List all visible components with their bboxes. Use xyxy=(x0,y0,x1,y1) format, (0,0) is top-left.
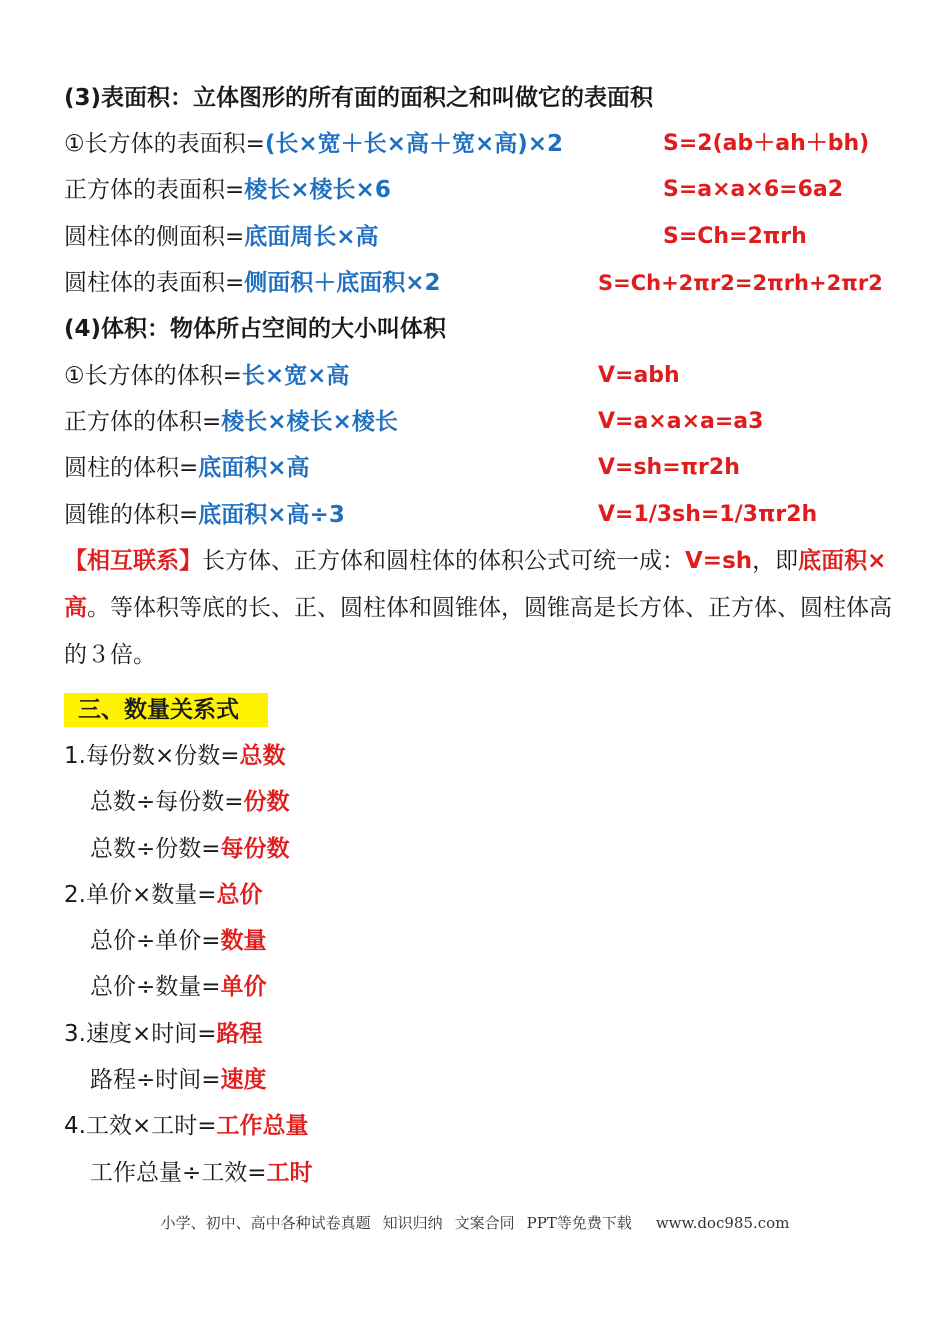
relation-item-10-right: 工时 xyxy=(266,1160,313,1186)
surface-row-4-rule: 侧面积＋底面积×2 xyxy=(244,270,441,296)
relation-tag: 【相互联系】 xyxy=(64,548,202,574)
relation-item-5-left: 总价÷单价= xyxy=(90,928,221,954)
surface-row-3-label: 圆柱体的侧面积= xyxy=(64,224,245,250)
surface-area-heading: (3)表面积：立体图形的所有面的面积之和叫做它的表面积 xyxy=(64,85,654,111)
surface-row-1-label: ①长方体的表面积= xyxy=(64,131,265,157)
surface-row-1-rule: (长×宽＋长×高＋宽×高)×2 xyxy=(264,131,564,157)
footer-text-1: 小学、初中、高中各种试卷真题 xyxy=(160,1214,371,1232)
relation-item-7 xyxy=(64,1019,263,1049)
relation-item-9 xyxy=(64,1111,309,1141)
relation-item-2 xyxy=(90,787,290,817)
relation-item-6-left: 总价÷数量= xyxy=(90,974,221,1000)
relation-text-3: 。等体积等底的长、正、圆柱体和圆锥体，圆锥高是长方体、正方体、圆柱体高的３倍。 xyxy=(64,595,892,668)
relation-item-4 xyxy=(64,880,263,910)
relation-item-5-right: 数量 xyxy=(220,928,267,954)
surface-row-2-rule: 棱长×棱长×6 xyxy=(244,177,391,203)
surface-row-4-label: 圆柱体的表面积= xyxy=(64,270,245,296)
volume-row-4-formula: V=1/3sh=1/3πr2h xyxy=(598,502,818,527)
footer-text-2: 知识归纳 xyxy=(382,1214,443,1232)
volume-row-2-rule: 棱长×棱长×棱长 xyxy=(221,409,398,435)
relation-item-6-right: 单价 xyxy=(220,974,267,1000)
surface-row-2 xyxy=(64,175,391,205)
relation-item-3-right: 每份数 xyxy=(220,836,290,862)
volume-row-3-rule: 底面积×高 xyxy=(198,455,310,481)
relation-item-2-right: 份数 xyxy=(243,789,290,815)
surface-row-3-rule: 底面周长×高 xyxy=(244,224,379,250)
surface-row-4-formula: S=Ch+2πr2=2πrh+2πr2 xyxy=(598,271,883,295)
surface-row-1-formula: S=2(ab＋ah＋bh) xyxy=(663,131,870,156)
volume-row-2-formula: V=a×a×a=a3 xyxy=(598,409,764,434)
relation-item-1-left: 1.每份数×份数= xyxy=(64,743,240,769)
volume-row-1-rule: 长×宽×高 xyxy=(241,363,350,389)
volume-row-2-label: 正方体的体积= xyxy=(64,409,222,435)
section-3-title: 三、数量关系式 xyxy=(64,693,268,727)
surface-row-3-formula: S=Ch=2πrh xyxy=(663,224,807,249)
volume-row-1-formula: V=abh xyxy=(598,363,680,388)
volume-row-4 xyxy=(64,500,345,530)
relation-item-10 xyxy=(90,1158,313,1188)
relation-highlight: 底面积×高 xyxy=(64,548,887,621)
relation-item-7-left: 3.速度×时间= xyxy=(64,1021,217,1047)
relation-item-4-right: 总价 xyxy=(216,882,263,908)
relation-item-1-right: 总数 xyxy=(239,743,286,769)
relation-item-10-left: 工作总量÷工效= xyxy=(90,1160,267,1186)
surface-row-4 xyxy=(64,268,441,298)
volume-row-1 xyxy=(64,361,349,391)
relation-item-4-left: 2.单价×数量= xyxy=(64,882,217,908)
surface-row-3 xyxy=(64,222,379,252)
relation-item-2-left: 总数÷每份数= xyxy=(90,789,244,815)
volume-row-4-label: 圆锥的体积= xyxy=(64,502,199,528)
footer xyxy=(0,1212,950,1233)
volume-row-4-rule: 底面积×高÷3 xyxy=(198,502,345,528)
footer-text-4: PPT等免费下载 xyxy=(526,1214,632,1232)
footer-text-3: 文案合同 xyxy=(454,1214,515,1232)
relation-item-9-left: 4.工效×工时= xyxy=(64,1113,217,1139)
relation-item-8 xyxy=(90,1065,267,1095)
volume-row-3-formula: V=sh=πr2h xyxy=(598,455,740,480)
relation-paragraph xyxy=(64,538,894,679)
relation-item-6 xyxy=(90,972,267,1002)
relation-item-8-right: 速度 xyxy=(220,1067,267,1093)
volume-heading: (4)体积：物体所占空间的大小叫体积 xyxy=(64,316,447,342)
surface-row-1 xyxy=(64,129,563,159)
volume-row-3 xyxy=(64,453,310,483)
relation-item-9-right: 工作总量 xyxy=(216,1113,309,1139)
volume-row-3-label: 圆柱的体积= xyxy=(64,455,199,481)
volume-row-2 xyxy=(64,407,398,437)
relation-item-7-right: 路程 xyxy=(216,1021,263,1047)
surface-row-2-formula: S=a×a×6=6a2 xyxy=(663,177,844,202)
surface-row-2-label: 正方体的表面积= xyxy=(64,177,245,203)
relation-item-5 xyxy=(90,926,267,956)
volume-row-1-label: ①长方体的体积= xyxy=(64,363,242,389)
relation-text-1: 长方体、正方体和圆柱体的体积公式可统一成： xyxy=(202,548,685,574)
relation-item-8-left: 路程÷时间= xyxy=(90,1067,221,1093)
relation-formula: V=sh xyxy=(685,548,753,574)
footer-url[interactable]: www.doc985.com xyxy=(655,1214,790,1232)
relation-text-2: ，即 xyxy=(752,548,799,574)
relation-item-3-left: 总数÷份数= xyxy=(90,836,221,862)
relation-item-3 xyxy=(90,834,290,864)
relation-item-1 xyxy=(64,741,286,771)
